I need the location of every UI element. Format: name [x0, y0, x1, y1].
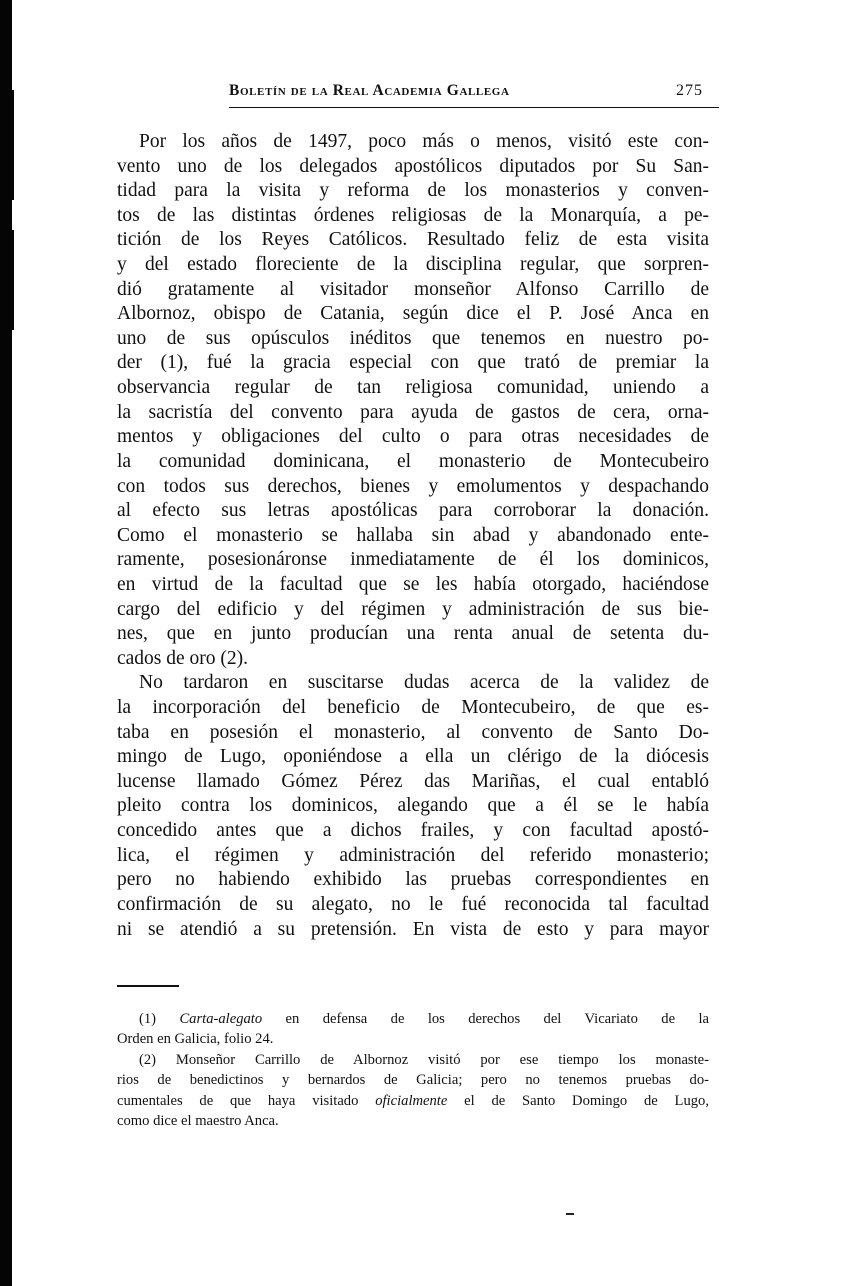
text-line: pero no habiendo exhibido las pruebas correspondientes en — [117, 869, 709, 891]
footnote-italic: Carta-alegato — [179, 1011, 263, 1027]
text-line: y del estado floreciente de la disciplina regular, que sorpren- — [117, 254, 709, 276]
text-line: la comunidad dominicana, el monasterio de Montecubeiro — [117, 450, 709, 472]
text-line: nes, que en junto producían una renta anual de setenta du- — [117, 623, 709, 645]
text-line: taba en posesión el monasterio, al convento de Santo Do- — [117, 721, 709, 743]
footnote-marker: (1) — [139, 1011, 157, 1027]
text-line: No tardaron en suscitarse dudas acerca de la validez de — [139, 672, 709, 694]
text-line: lucense llamado Gómez Pérez das Mariñas, el cual entabló — [117, 770, 709, 792]
text-line: uno de sus opúsculos inéditos que tenemos en nuestro po- — [117, 327, 709, 349]
text-line: tidad para la visita y reforma de los monasterios y conven- — [117, 180, 709, 202]
text-line: con todos sus derechos, bienes y emolumentos y despachando — [117, 475, 709, 497]
scan-border-notch — [12, 90, 14, 200]
text-line: observancia regular de tan religiosa comunidad, uniendo a — [117, 377, 709, 399]
page-number: 275 — [676, 82, 703, 99]
footnote-2-line: como dice el maestro Anca. — [117, 1112, 279, 1129]
footnote-2-line — [117, 1091, 709, 1111]
body-text — [117, 130, 709, 942]
footnote-2-line — [117, 1050, 709, 1070]
footnote-text: el de Santo Domingo de Lugo, — [447, 1092, 709, 1109]
footnote-marker: (2) — [139, 1051, 157, 1068]
footnote-text: en defensa de los derechos del Vicariato de la — [262, 1011, 709, 1027]
scan-border-notch — [12, 230, 14, 330]
text-line: mentos y obligaciones del culto o para otras necesidades de — [117, 426, 709, 448]
text-line: en virtud de la facultad que se les había otorgado, haciéndose — [117, 573, 709, 595]
text-line: cargo del edificio y del régimen y administración de sus bie- — [117, 598, 709, 620]
scan-speck — [566, 1213, 574, 1215]
text-line: concedido antes que a dichos frailes, y con facultad apostó- — [117, 820, 709, 842]
footnote-text: cumentales de que haya visitado — [117, 1092, 376, 1109]
footnote-text: Monseñor Carrillo de Albornoz visitó por ese tiempo los monaste- — [156, 1051, 709, 1068]
footnote-rule — [117, 985, 179, 987]
scan-border-left — [0, 0, 12, 1286]
footnote-1-line — [117, 1009, 709, 1029]
footnote-2-line: rios de benedictinos y bernardos de Galicia; pero no tenemos pruebas do- — [117, 1072, 709, 1089]
running-head — [229, 82, 709, 110]
text-line: pleito contra los dominicos, alegando que a él se le había — [117, 795, 709, 817]
text-line: la sacristía del convento para ayuda de gastos de cera, orna- — [117, 401, 709, 423]
text-line: ramente, posesionáronse inmediatamente de él los dominicos, — [117, 549, 709, 571]
text-line: dió gratamente al visitador monseñor Alfonso Carrillo de — [117, 278, 709, 300]
text-line: confirmación de su alegato, no le fué reconocida tal facultad — [117, 893, 709, 915]
text-line: vento uno de los delegados apostólicos diputados por Su San- — [117, 155, 709, 177]
text-line: tos de las distintas órdenes religiosas de la Monarquía, a pe- — [117, 204, 709, 226]
text-line: Albornoz, obispo de Catania, según dice el P. José Anca en — [117, 303, 709, 325]
footnote-1-line: Orden en Galicia, folio 24. — [117, 1031, 274, 1048]
text-line: la incorporación del beneficio de Montecubeiro, de que es- — [117, 697, 709, 719]
footnotes — [117, 1009, 709, 1131]
text-line: der (1), fué la gracia especial con que trató de premiar la — [117, 352, 709, 374]
text-line: al efecto sus letras apostólicas para corroborar la donación. — [117, 500, 709, 522]
text-line: tición de los Reyes Católicos. Resultado feliz de esta visita — [117, 229, 709, 251]
text-line: Como el monasterio se hallaba sin abad y abandonado ente- — [117, 524, 709, 546]
text-line: lica, el régimen y administración del referido monasterio; — [117, 844, 709, 866]
text-line: cados de oro (2). — [117, 647, 249, 669]
text-line: Por los años de 1497, poco más o menos, visitó este con- — [139, 131, 709, 152]
footnote-italic: oficialmente — [375, 1092, 448, 1109]
header-rule — [229, 107, 719, 108]
text-line: mingo de Lugo, oponiéndose a ella un clérigo de la diócesis — [117, 746, 709, 768]
text-line: ni se atendió a su pretensión. En vista de esto y para mayor — [117, 918, 709, 940]
running-title: Boletín de la Real Academia Gallega — [229, 82, 510, 99]
